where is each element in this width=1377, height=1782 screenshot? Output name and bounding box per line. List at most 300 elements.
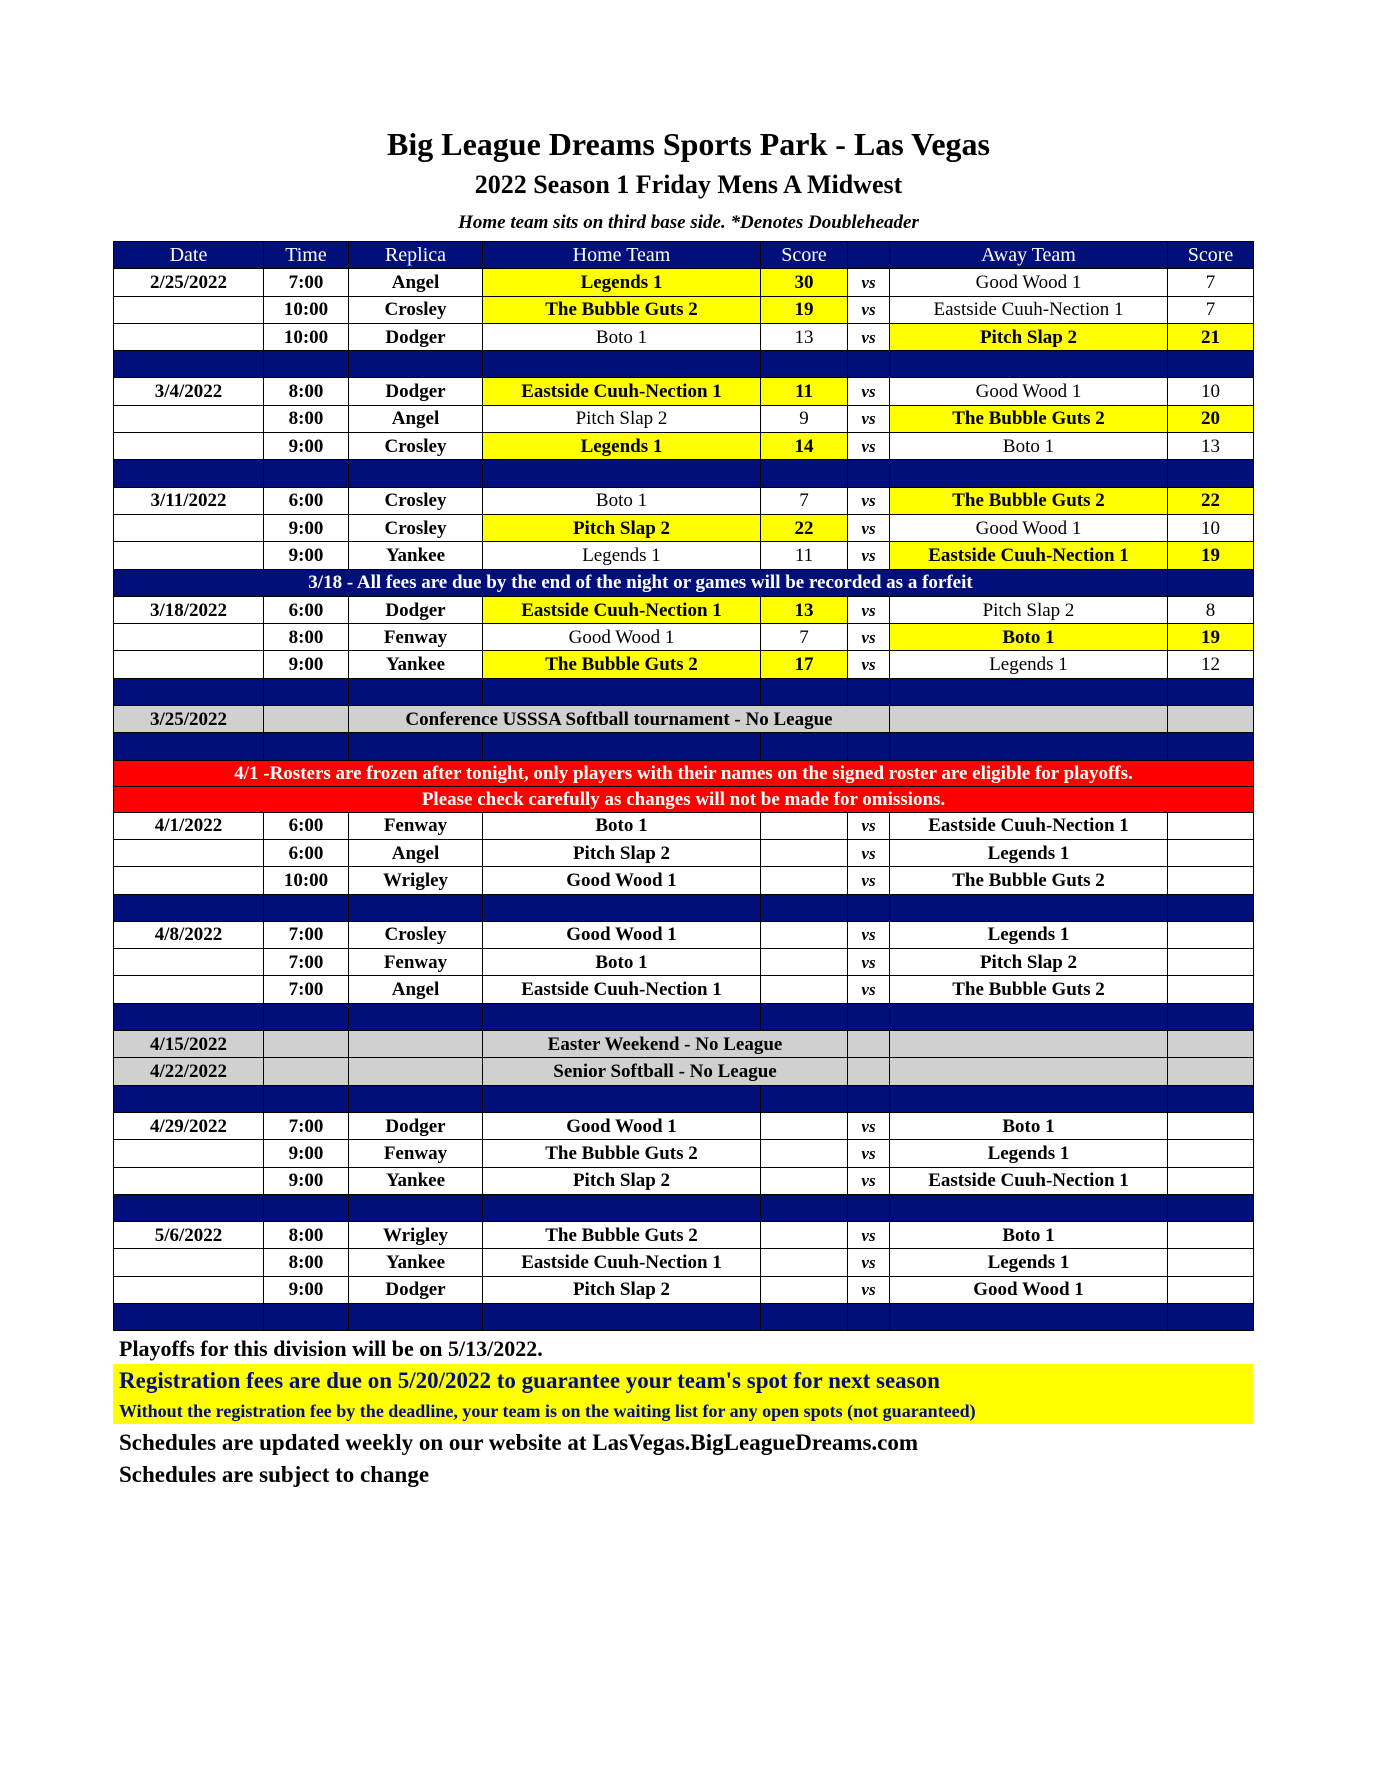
no-league-text: Easter Weekend - No League [483,1031,848,1058]
spacer-cell [264,894,349,921]
spacer-cell [114,733,264,760]
spacer-cell [848,460,890,487]
game-time: 7:00 [264,1112,349,1139]
home-score: 7 [761,487,848,514]
game-field: Angel [349,976,483,1003]
blank-cell [1168,1058,1254,1085]
away-team: The Bubble Guts 2 [890,976,1168,1003]
game-time: 6:00 [264,487,349,514]
game-field: Dodger [349,378,483,405]
spacer-cell [761,351,848,378]
spacer-cell [349,1003,483,1030]
spacer-cell [761,1303,848,1330]
spacer-cell [1168,351,1254,378]
game-time: 6:00 [264,596,349,623]
blank-cell [1168,1031,1254,1058]
blank-cell [890,706,1168,733]
spacer-row [114,460,1254,487]
home-score: 11 [761,378,848,405]
col-header-replica: Replica [349,242,483,269]
home-score [761,867,848,894]
vs-label: vs [848,651,890,678]
game-row [114,1167,1254,1194]
game-time: 6:00 [264,812,349,839]
no-league-date: 3/25/2022 [114,706,264,733]
spacer-cell [349,733,483,760]
spacer-cell [761,1085,848,1112]
away-score: 8 [1168,596,1254,623]
spacer-cell [890,351,1168,378]
game-row [114,296,1254,323]
home-team: The Bubble Guts 2 [483,1222,761,1249]
away-score: 12 [1168,651,1254,678]
home-team: Eastside Cuuh-Nection 1 [483,1249,761,1276]
game-field: Crosley [349,514,483,541]
game-date [114,405,264,432]
game-date [114,433,264,460]
vs-label: vs [848,269,890,296]
vs-label: vs [848,867,890,894]
schedule-table [113,241,1254,1331]
away-score [1168,1140,1254,1167]
home-team: Legends 1 [483,433,761,460]
away-score: 19 [1168,624,1254,651]
game-time: 10:00 [264,296,349,323]
vs-label: vs [848,542,890,569]
game-field: Fenway [349,949,483,976]
vs-label: vs [848,1249,890,1276]
game-time: 8:00 [264,378,349,405]
away-score: 13 [1168,433,1254,460]
vs-label: vs [848,1140,890,1167]
game-date [114,1276,264,1303]
spacer-cell [848,351,890,378]
away-team: The Bubble Guts 2 [890,487,1168,514]
away-team: Legends 1 [890,921,1168,948]
spacer-cell [264,1303,349,1330]
away-team: Good Wood 1 [890,269,1168,296]
game-date [114,1167,264,1194]
blank-cell [890,1031,1168,1058]
game-time: 9:00 [264,651,349,678]
home-score [761,1249,848,1276]
game-row [114,487,1254,514]
home-team: Boto 1 [483,487,761,514]
home-team: Boto 1 [483,323,761,350]
game-date: 4/8/2022 [114,921,264,948]
game-row [114,269,1254,296]
away-score [1168,1249,1254,1276]
away-team: Good Wood 1 [890,1276,1168,1303]
home-team: The Bubble Guts 2 [483,296,761,323]
game-field: Yankee [349,1167,483,1194]
vs-label: vs [848,1276,890,1303]
spacer-row [114,894,1254,921]
spacer-cell [761,1194,848,1221]
vs-label: vs [848,433,890,460]
blank-cell [349,1031,483,1058]
game-field: Angel [349,405,483,432]
spacer-cell [349,460,483,487]
spacer-cell [483,351,761,378]
spacer-cell [483,1085,761,1112]
game-row [114,514,1254,541]
away-team: Eastside Cuuh-Nection 1 [890,1167,1168,1194]
game-date [114,651,264,678]
spacer-row [114,1303,1254,1330]
home-team: Pitch Slap 2 [483,1276,761,1303]
spacer-cell [264,1194,349,1221]
away-score: 10 [1168,378,1254,405]
blank-cell [264,1031,349,1058]
game-field: Fenway [349,812,483,839]
spacer-cell [114,1085,264,1112]
spacer-cell [264,351,349,378]
game-row [114,651,1254,678]
spacer-cell [1168,460,1254,487]
away-team: Legends 1 [890,839,1168,866]
spacer-row [114,733,1254,760]
vs-label: vs [848,624,890,651]
blank-cell [264,706,349,733]
vs-label: vs [848,323,890,350]
home-team: Good Wood 1 [483,1112,761,1139]
header-note: Home team sits on third base side. *Denotes Doubleheader [458,212,919,233]
spacer-cell [264,678,349,705]
away-score: 10 [1168,514,1254,541]
col-header-time: Time [264,242,349,269]
game-row [114,1140,1254,1167]
spacer-row [114,1085,1254,1112]
away-score: 7 [1168,296,1254,323]
spacer-cell [890,1194,1168,1221]
spacer-cell [264,733,349,760]
vs-label: vs [848,839,890,866]
away-score: 7 [1168,269,1254,296]
home-team: Eastside Cuuh-Nection 1 [483,378,761,405]
spacer-cell [349,678,483,705]
vs-label: vs [848,1222,890,1249]
vs-label: vs [848,976,890,1003]
spacer-row [114,1194,1254,1221]
away-score [1168,839,1254,866]
registration-note: Registration fees are due on 5/20/2022 to guarantee your team's spot for next season [119,1368,940,1393]
away-team: Pitch Slap 2 [890,949,1168,976]
vs-label: vs [848,378,890,405]
spacer-cell [114,351,264,378]
spacer-cell [114,460,264,487]
game-date: 4/1/2022 [114,812,264,839]
game-date: 3/11/2022 [114,487,264,514]
col-header-away-score: Score [1168,242,1254,269]
spacer-cell [349,894,483,921]
game-row [114,1276,1254,1303]
blank-cell [848,1031,890,1058]
game-field: Dodger [349,1112,483,1139]
away-team: Legends 1 [890,1249,1168,1276]
game-row [114,323,1254,350]
spacer-cell [848,1194,890,1221]
spacer-cell [349,1085,483,1112]
game-row [114,433,1254,460]
spacer-cell [761,678,848,705]
blank-cell [1168,706,1254,733]
roster-notice-row [114,786,1254,812]
away-score [1168,867,1254,894]
home-score [761,1112,848,1139]
col-header-home-team: Home Team [483,242,761,269]
spacer-cell [1168,1003,1254,1030]
away-team: Pitch Slap 2 [890,323,1168,350]
playoffs-note: Playoffs for this division will be on 5/13/2022. [119,1336,543,1361]
fee-notice-blank [1168,569,1254,596]
spacer-cell [890,1303,1168,1330]
home-score [761,1222,848,1249]
game-time: 10:00 [264,323,349,350]
blank-cell [890,1058,1168,1085]
home-score [761,1140,848,1167]
spacer-cell [1168,894,1254,921]
game-row [114,867,1254,894]
game-time: 6:00 [264,839,349,866]
col-header-date: Date [114,242,264,269]
away-team: Boto 1 [890,624,1168,651]
home-team: Eastside Cuuh-Nection 1 [483,976,761,1003]
home-team: Eastside Cuuh-Nection 1 [483,596,761,623]
home-score: 9 [761,405,848,432]
fee-notice-row [114,569,1254,596]
spacer-cell [483,678,761,705]
home-score: 14 [761,433,848,460]
away-team: Boto 1 [890,433,1168,460]
blank-cell [264,1058,349,1085]
away-team: Good Wood 1 [890,378,1168,405]
vs-label: vs [848,514,890,541]
game-time: 9:00 [264,433,349,460]
spacer-cell [114,894,264,921]
spacer-cell [1168,1085,1254,1112]
vs-label: vs [848,296,890,323]
spacer-cell [1168,678,1254,705]
away-score [1168,1112,1254,1139]
home-team: Pitch Slap 2 [483,1167,761,1194]
game-time: 8:00 [264,624,349,651]
home-score [761,1276,848,1303]
game-row [114,812,1254,839]
subject-to-change-note: Schedules are subject to change [119,1462,430,1487]
away-team: Boto 1 [890,1222,1168,1249]
game-date [114,624,264,651]
home-score [761,949,848,976]
no-league-date: 4/22/2022 [114,1058,264,1085]
spacer-cell [349,1303,483,1330]
game-date [114,949,264,976]
home-team: Boto 1 [483,949,761,976]
spacer-cell [483,1194,761,1221]
game-date [114,323,264,350]
spacer-cell [890,894,1168,921]
spacer-cell [761,733,848,760]
game-date [114,296,264,323]
game-row [114,542,1254,569]
game-row [114,624,1254,651]
spacer-row [114,1003,1254,1030]
game-field: Fenway [349,1140,483,1167]
no-league-row [114,1031,1254,1058]
home-team: Legends 1 [483,269,761,296]
away-team: Boto 1 [890,1112,1168,1139]
home-team: Good Wood 1 [483,624,761,651]
away-team: Eastside Cuuh-Nection 1 [890,542,1168,569]
game-date: 4/29/2022 [114,1112,264,1139]
game-time: 7:00 [264,921,349,948]
home-score [761,1167,848,1194]
spacer-cell [483,1303,761,1330]
game-time: 8:00 [264,405,349,432]
away-team: Legends 1 [890,651,1168,678]
game-date [114,514,264,541]
game-date [114,1249,264,1276]
game-row [114,1222,1254,1249]
home-score: 13 [761,596,848,623]
game-field: Yankee [349,1249,483,1276]
game-time: 8:00 [264,1249,349,1276]
vs-label: vs [848,596,890,623]
game-row [114,839,1254,866]
col-header-vs [848,242,890,269]
game-row [114,596,1254,623]
away-score [1168,1276,1254,1303]
page-subtitle: 2022 Season 1 Friday Mens A Midwest [474,170,903,199]
game-date: 3/18/2022 [114,596,264,623]
away-score: 22 [1168,487,1254,514]
home-score: 30 [761,269,848,296]
blank-cell [848,1058,890,1085]
spacer-cell [264,1003,349,1030]
home-team: Pitch Slap 2 [483,405,761,432]
game-field: Dodger [349,1276,483,1303]
home-team: Boto 1 [483,812,761,839]
spacer-cell [349,351,483,378]
home-team: Good Wood 1 [483,867,761,894]
spacer-cell [1168,1303,1254,1330]
home-score: 11 [761,542,848,569]
game-row [114,1112,1254,1139]
game-time: 7:00 [264,269,349,296]
away-score: 19 [1168,542,1254,569]
game-date [114,839,264,866]
spacer-cell [483,733,761,760]
game-field: Dodger [349,323,483,350]
vs-label: vs [848,812,890,839]
waiting-list-note: Without the registration fee by the deadline, your team is on the waiting list for any open spots (not guaranteed) [119,1401,976,1421]
game-field: Angel [349,839,483,866]
game-time: 9:00 [264,514,349,541]
game-date [114,976,264,1003]
game-field: Dodger [349,596,483,623]
spacer-row [114,351,1254,378]
spacer-cell [761,460,848,487]
home-score: 7 [761,624,848,651]
game-date: 3/4/2022 [114,378,264,405]
spacer-cell [483,1003,761,1030]
away-score [1168,1222,1254,1249]
game-time: 9:00 [264,1276,349,1303]
game-time: 7:00 [264,976,349,1003]
home-score [761,921,848,948]
game-field: Wrigley [349,867,483,894]
game-time: 9:00 [264,1167,349,1194]
blank-cell [349,1058,483,1085]
game-time: 9:00 [264,1140,349,1167]
vs-label: vs [848,949,890,976]
spacer-cell [890,1003,1168,1030]
home-score: 17 [761,651,848,678]
spacer-cell [761,894,848,921]
game-date: 2/25/2022 [114,269,264,296]
home-score: 13 [761,323,848,350]
home-team: Good Wood 1 [483,921,761,948]
spacer-cell [483,894,761,921]
home-team: Pitch Slap 2 [483,514,761,541]
spacer-cell [848,678,890,705]
away-team: Legends 1 [890,1140,1168,1167]
away-team: Good Wood 1 [890,514,1168,541]
no-league-text: Conference USSSA Softball tournament - No League [349,706,890,733]
game-row [114,976,1254,1003]
away-score [1168,949,1254,976]
away-team: Eastside Cuuh-Nection 1 [890,296,1168,323]
spacer-cell [114,1194,264,1221]
website-note: Schedules are updated weekly on our website at LasVegas.BigLeagueDreams.com [119,1430,919,1455]
no-league-row [114,1058,1254,1085]
spacer-cell [114,1303,264,1330]
home-score [761,839,848,866]
game-field: Crosley [349,296,483,323]
spacer-cell [264,1085,349,1112]
home-team: The Bubble Guts 2 [483,651,761,678]
away-score [1168,1167,1254,1194]
game-field: Fenway [349,624,483,651]
home-team: The Bubble Guts 2 [483,1140,761,1167]
col-header-away-team: Away Team [890,242,1168,269]
spacer-cell [848,1303,890,1330]
home-team: Legends 1 [483,542,761,569]
col-header-home-score: Score [761,242,848,269]
spacer-cell [349,1194,483,1221]
roster-notice-row [114,760,1254,786]
away-score [1168,812,1254,839]
roster-notice: 4/1 -Rosters are frozen after tonight, only players with their names on the signed roster are eligible for playoffs. [114,760,1254,786]
table-header-row [114,242,1254,269]
spacer-cell [890,1085,1168,1112]
game-row [114,405,1254,432]
spacer-cell [483,460,761,487]
away-team: The Bubble Guts 2 [890,405,1168,432]
spacer-cell [890,678,1168,705]
away-team: Pitch Slap 2 [890,596,1168,623]
spacer-cell [264,460,349,487]
game-row [114,921,1254,948]
home-team: Pitch Slap 2 [483,839,761,866]
away-team: Eastside Cuuh-Nection 1 [890,812,1168,839]
away-score: 21 [1168,323,1254,350]
spacer-cell [114,1003,264,1030]
spacer-cell [761,1003,848,1030]
game-field: Wrigley [349,1222,483,1249]
spacer-cell [890,733,1168,760]
game-field: Crosley [349,487,483,514]
